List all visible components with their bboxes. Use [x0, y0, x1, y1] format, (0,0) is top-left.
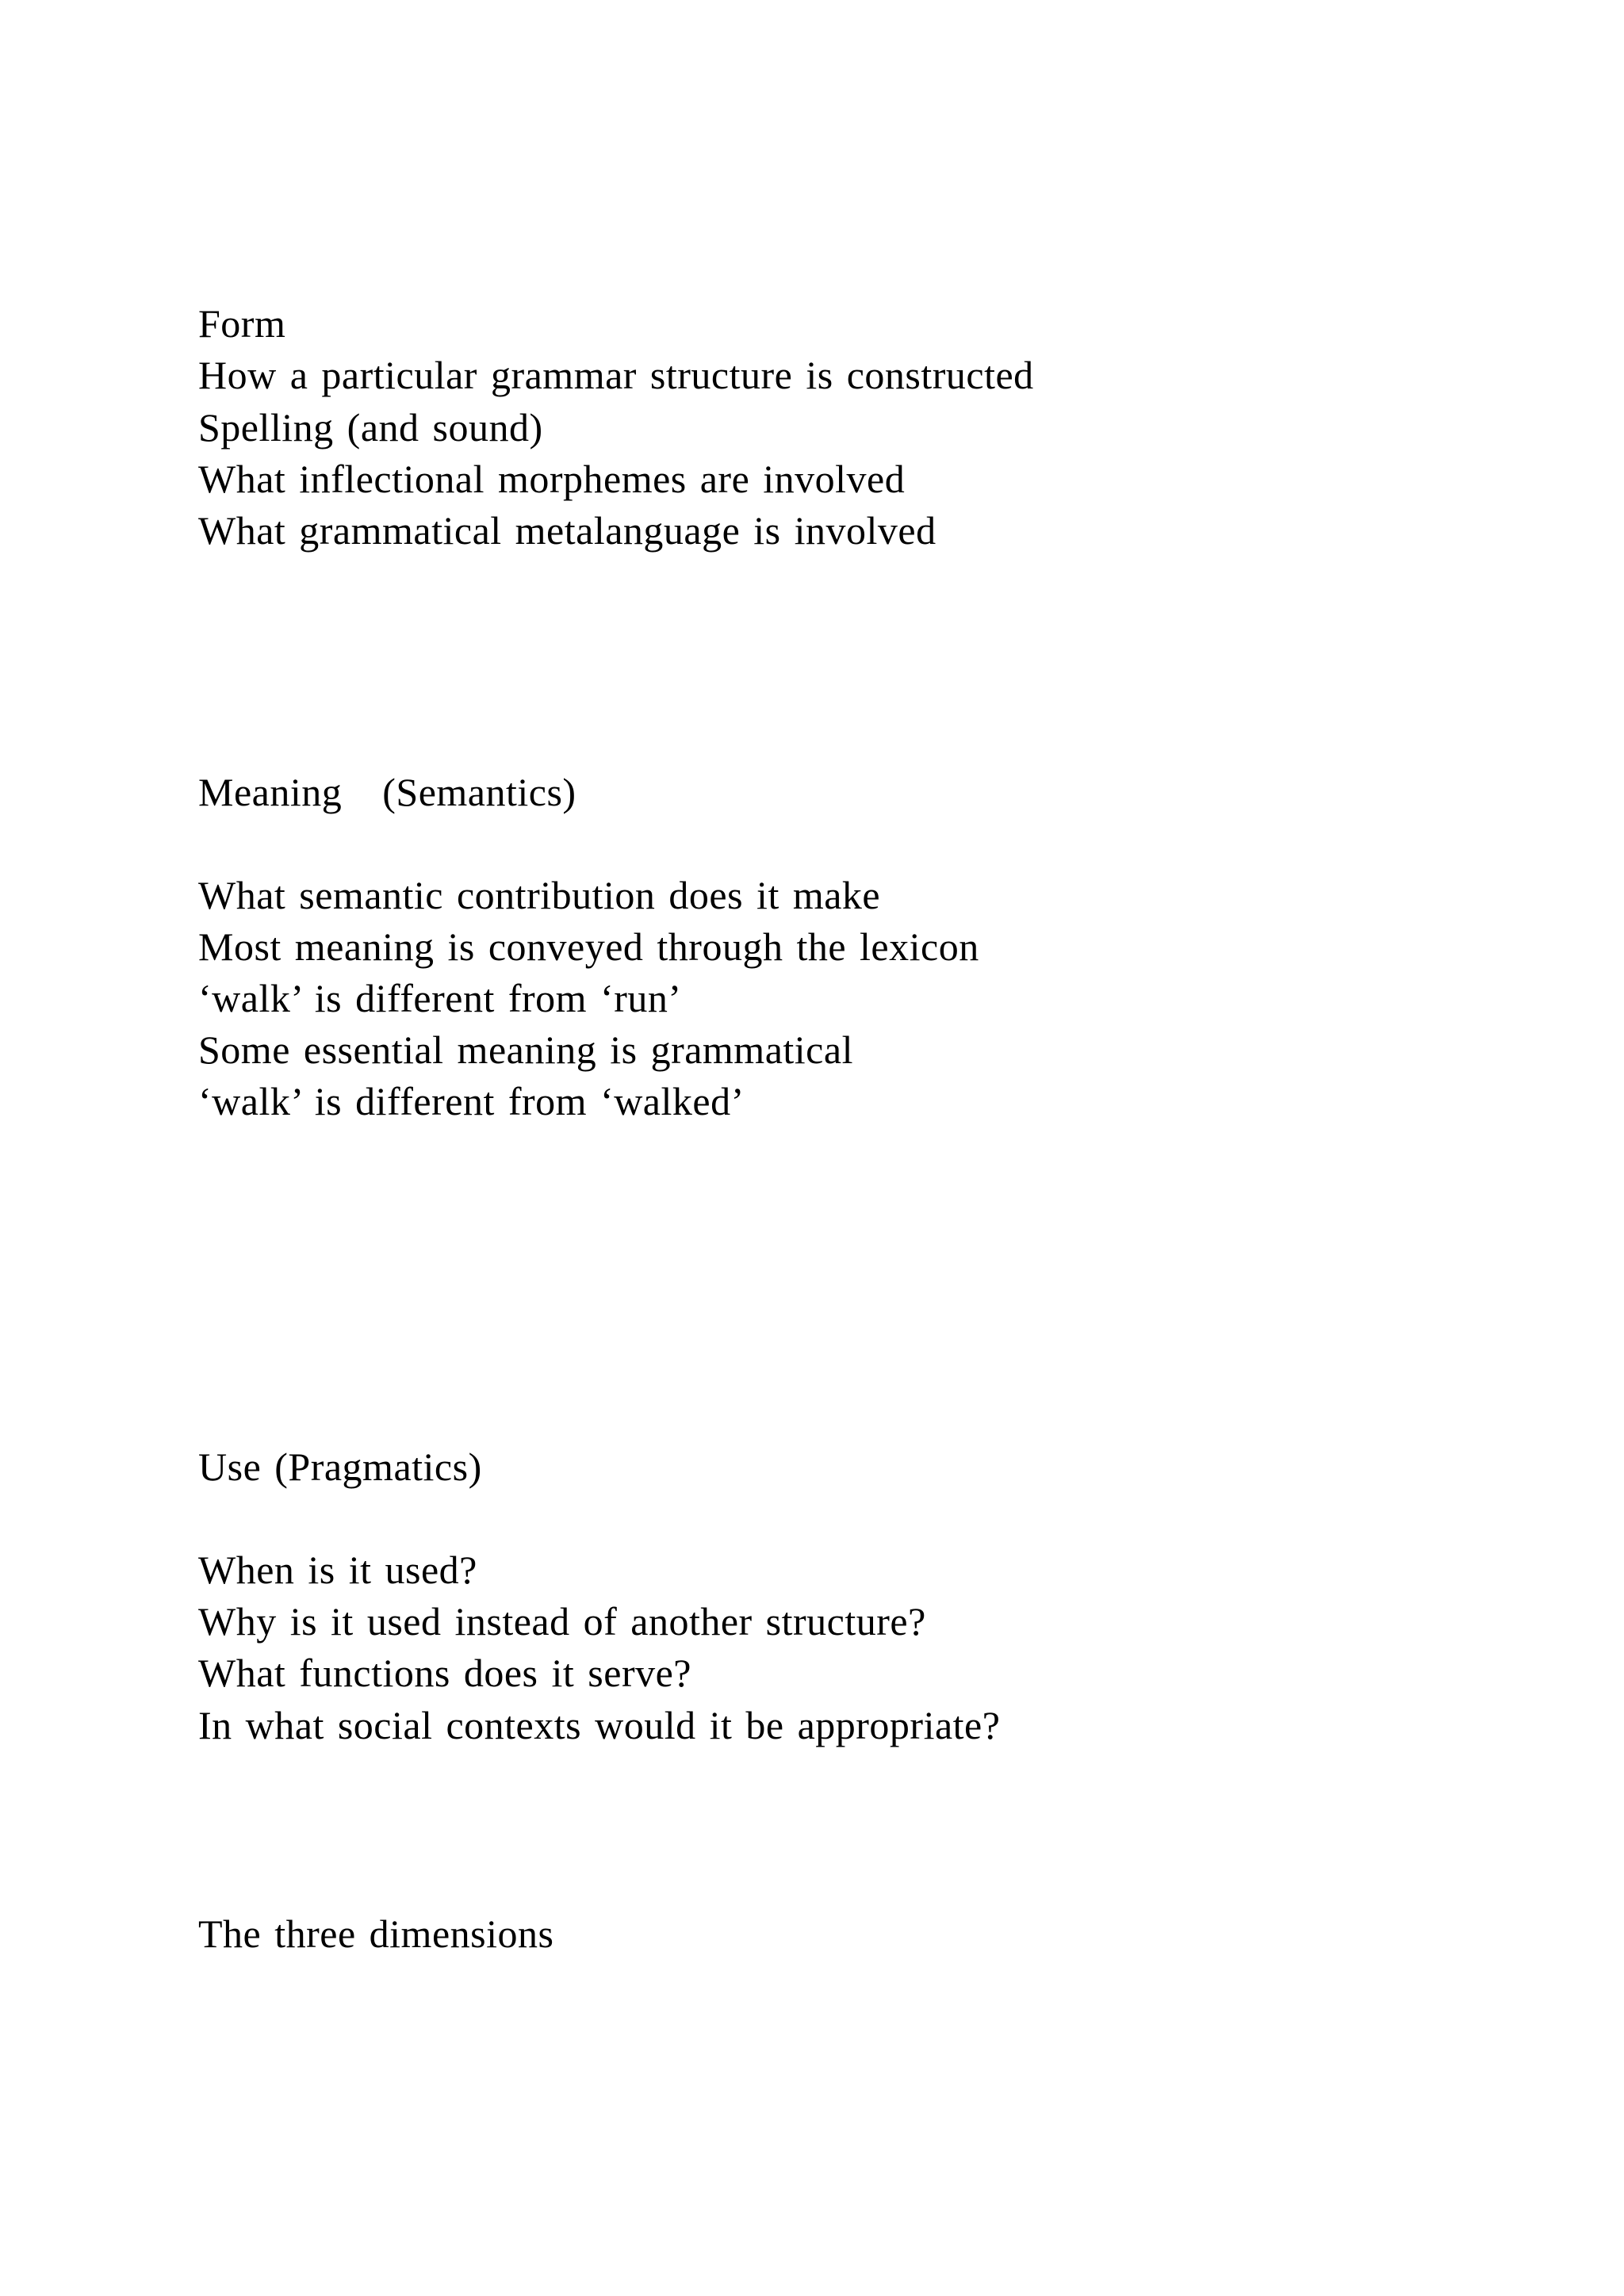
meaning-line: ‘walk’ is different from ‘run’: [198, 976, 682, 1020]
use-line: Why is it used instead of another structure?: [198, 1599, 926, 1644]
meaning-line: Some essential meaning is grammatical: [198, 1027, 853, 1072]
closing-line: The three dimensions: [198, 1911, 554, 1956]
use-line: When is it used?: [198, 1548, 477, 1592]
form-line: How a particular grammar structure is constructed: [198, 353, 1034, 397]
form-heading: Form: [198, 301, 286, 346]
form-line: Spelling (and sound): [198, 405, 543, 450]
meaning-line: ‘walk’ is different from ‘walked’: [198, 1079, 745, 1123]
use-line: What functions does it serve?: [198, 1651, 691, 1695]
use-line: In what social contexts would it be appropriate?: [198, 1703, 1001, 1747]
form-line: What inflectional morphemes are involved: [198, 457, 906, 501]
meaning-line: What semantic contribution does it make: [198, 873, 881, 917]
use-heading: Use (Pragmatics): [198, 1445, 482, 1489]
meaning-heading: Meaning (Semantics): [198, 770, 576, 814]
meaning-line: Most meaning is conveyed through the lexicon: [198, 924, 979, 969]
form-line: What grammatical metalanguage is involved: [198, 508, 936, 553]
